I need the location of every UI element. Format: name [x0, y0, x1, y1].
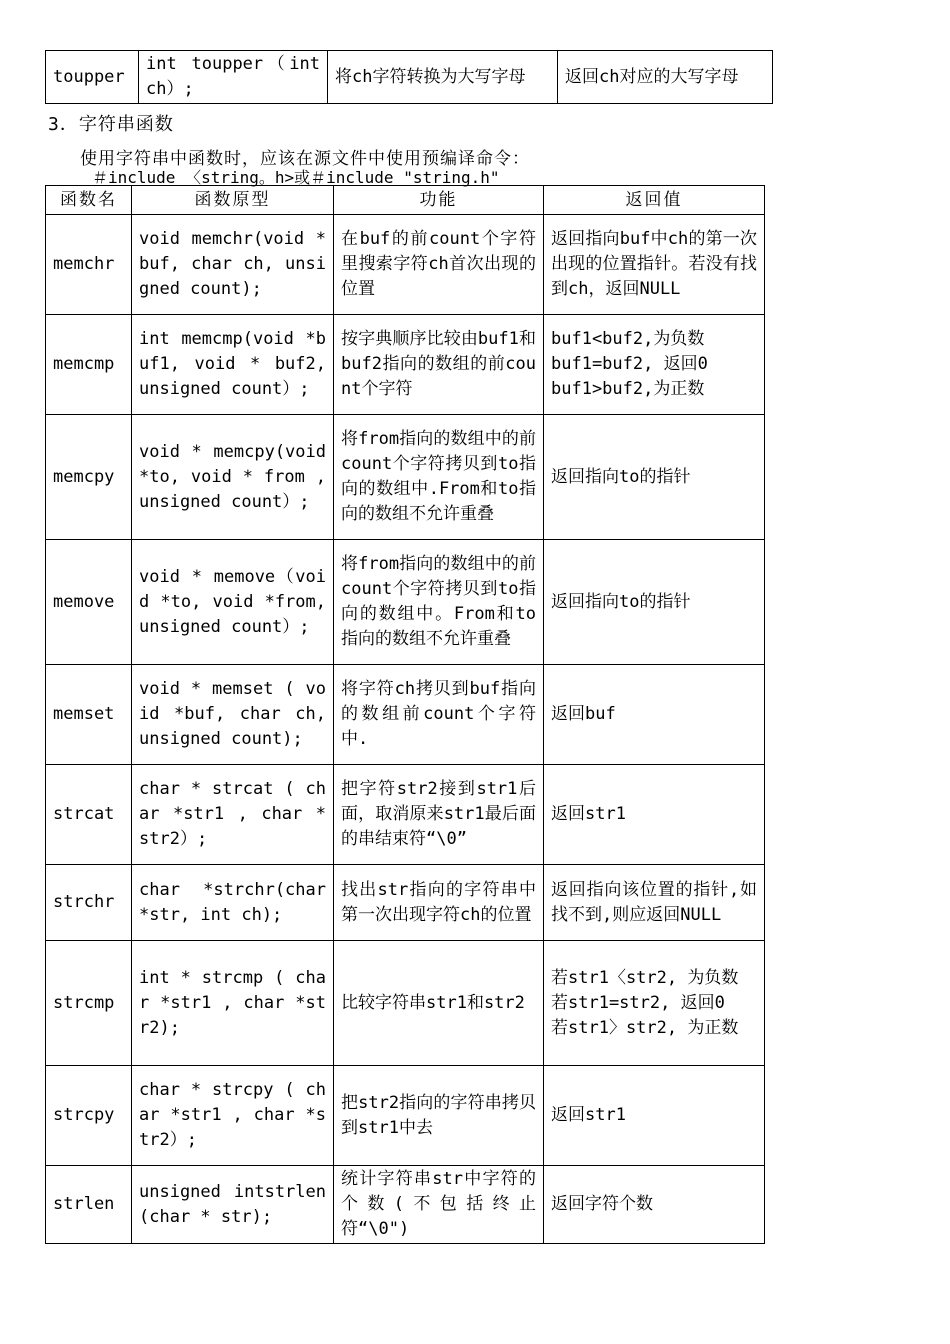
prototype-cell: void memchr(void *buf, char ch, unsigned count);	[132, 215, 334, 315]
return-cell: 返回指向to的指针	[544, 415, 765, 540]
table-row	[46, 665, 765, 765]
return-cell: 返回指向该位置的指针,如找不到,则应返回NULL	[544, 865, 765, 941]
function-name-cell: memset	[46, 665, 132, 765]
function-cell: 按字典顺序比较由buf1和buf2指向的数组的前count个字符	[334, 315, 544, 415]
function-cell: 将from指向的数组中的前count个字符拷贝到to指向的数组中.From和to指向的数组不允许重叠	[334, 415, 544, 540]
prototype-cell: char * strcat ( char *str1 , char * str2）;	[132, 765, 334, 865]
function-name-cell: memchr	[46, 215, 132, 315]
function-name-cell: strcat	[46, 765, 132, 865]
prototype-cell: void * memset ( void *buf, char ch, unsigned count);	[132, 665, 334, 765]
table-row	[46, 540, 765, 665]
function-name-cell: toupper	[46, 51, 139, 104]
table-row	[46, 1066, 765, 1166]
return-cell: 返回指向buf中ch的第一次出现的位置指针。若没有找到ch，返回NULL	[544, 215, 765, 315]
include-directive: ＃include 〈string。h>或＃include "string.h"	[92, 168, 500, 187]
table-row	[46, 765, 765, 865]
function-name-cell: strcpy	[46, 1066, 132, 1166]
return-cell: 返回ch对应的大写字母	[558, 51, 773, 104]
prototype-cell: void * memcpy(void *to, void * from , unsigned count）;	[132, 415, 334, 540]
function-name-cell: strlen	[46, 1166, 132, 1244]
return-cell: 返回str1	[544, 1066, 765, 1166]
prototype-cell: int toupper（int ch）;	[139, 51, 328, 104]
table-row	[46, 1166, 765, 1244]
table-row	[46, 51, 773, 104]
function-cell: 找出str指向的字符串中第一次出现字符ch的位置	[334, 865, 544, 941]
function-cell: 在buf的前count个字符里搜索字符ch首次出现的位置	[334, 215, 544, 315]
prototype-cell: char * strcpy ( char *str1 , char *str2）;	[132, 1066, 334, 1166]
column-header: 返回值	[544, 186, 765, 215]
table-row	[46, 215, 765, 315]
function-cell: 将ch字符转换为大写字母	[328, 51, 558, 104]
function-cell: 比较字符串str1和str2	[334, 941, 544, 1066]
table-header-row	[46, 186, 765, 215]
table-row	[46, 415, 765, 540]
return-cell: buf1<buf2,为负数 buf1=buf2, 返回0 buf1>buf2,为正数	[544, 315, 765, 415]
prototype-cell: void * memove（void *to, void *from, unsigned count）;	[132, 540, 334, 665]
return-cell: 返回字符个数	[544, 1166, 765, 1244]
function-cell: 把str2指向的字符串拷贝到str1中去	[334, 1066, 544, 1166]
function-name-cell: memcmp	[46, 315, 132, 415]
function-cell: 将from指向的数组中的前count个字符拷贝到to指向的数组中。From和to指向的数组不允许重叠	[334, 540, 544, 665]
return-cell: 返回buf	[544, 665, 765, 765]
table-row	[46, 315, 765, 415]
function-cell: 将字符ch拷贝到buf指向的数组前count个字符中.	[334, 665, 544, 765]
function-name-cell: memcpy	[46, 415, 132, 540]
string-functions-table	[45, 185, 765, 1244]
prototype-cell: unsigned intstrlen(char * str);	[132, 1166, 334, 1244]
section-heading: 3．字符串函数	[48, 114, 174, 135]
prototype-cell: char *strchr(char *str, int ch);	[132, 865, 334, 941]
return-cell: 返回str1	[544, 765, 765, 865]
function-name-cell: memove	[46, 540, 132, 665]
column-header: 函数名	[46, 186, 132, 215]
return-cell: 返回指向to的指针	[544, 540, 765, 665]
function-cell: 把字符str2接到str1后面，取消原来str1最后面的串结束符“\0”	[334, 765, 544, 865]
return-cell: 若str1〈str2, 为负数 若str1=str2, 返回0 若str1〉str2, 为正数	[544, 941, 765, 1066]
prototype-cell: int memcmp(void *buf1, void * buf2, unsigned count）;	[132, 315, 334, 415]
function-name-cell: strcmp	[46, 941, 132, 1066]
function-name-cell: strchr	[46, 865, 132, 941]
prototype-cell: int * strcmp ( char *str1 , char *str2);	[132, 941, 334, 1066]
table-row	[46, 865, 765, 941]
table-row	[46, 941, 765, 1066]
toupper-table	[45, 50, 773, 104]
intro-paragraph: 使用字符串中函数时，应该在源文件中使用预编译命令：	[80, 149, 530, 169]
column-header: 功能	[334, 186, 544, 215]
function-cell: 统计字符串str中字符的个数(不包括终止符“\0")	[334, 1166, 544, 1244]
column-header: 函数原型	[132, 186, 334, 215]
